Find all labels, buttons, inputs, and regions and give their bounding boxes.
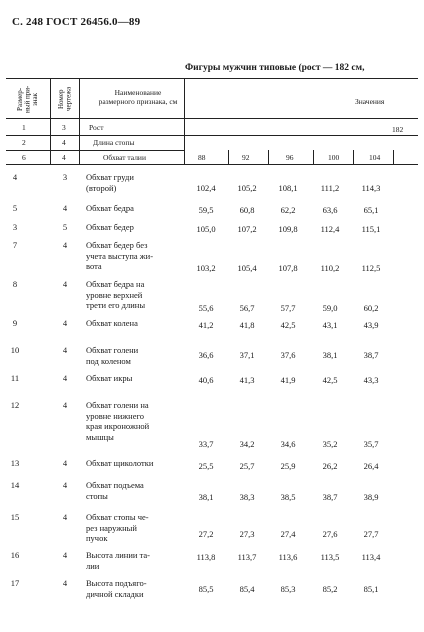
header-bottom-rule — [6, 118, 418, 119]
feature-name-line: учета выступа жи- — [86, 250, 154, 261]
value-cell: 103,2 — [196, 263, 216, 273]
value-cell: 34,6 — [280, 439, 296, 449]
value-cell: 114,3 — [361, 183, 381, 193]
value-cell: 38,3 — [239, 492, 255, 502]
value-cell: 63,6 — [322, 205, 338, 215]
feature-name — [86, 203, 182, 214]
feature-number: 13 — [10, 458, 20, 468]
feature-number: 15 — [10, 512, 20, 522]
feature-number: 17 — [10, 578, 20, 588]
value-cell: 112,5 — [361, 263, 381, 273]
value-cell: 57,7 — [280, 303, 296, 313]
value-cell: 108,1 — [278, 183, 298, 193]
value-cell: 107,2 — [237, 224, 257, 234]
feature-name-line: края икроножной — [86, 421, 150, 431]
value-cell: 109,8 — [278, 224, 298, 234]
value-cell: 115,1 — [361, 224, 381, 234]
feature-name-line: вота — [86, 261, 102, 271]
value-cell: 43,9 — [363, 320, 379, 330]
value-cell: 26,2 — [322, 461, 338, 471]
value-cell: 36,6 — [198, 350, 214, 360]
value-cell: 107,8 — [278, 263, 298, 273]
feature-number: 9 — [12, 318, 18, 328]
feature-name — [86, 400, 182, 442]
feature-number: 4 — [12, 172, 18, 182]
value-cell: 33,7 — [198, 439, 214, 449]
figure-number: 4 — [62, 373, 68, 383]
feature-name-line: Высота подъяго- — [86, 578, 147, 588]
value-cell: 113,4 — [361, 552, 381, 562]
value-cell: 113,5 — [320, 552, 340, 562]
value-cell: 105,0 — [196, 224, 216, 234]
value-cell: 40,6 — [198, 375, 214, 385]
row-rule-2 — [6, 150, 184, 151]
figure-number: 4 — [62, 400, 68, 410]
value-cell: 55,6 — [198, 303, 214, 313]
header-feature: Размер-ный при-знак — [16, 85, 39, 113]
feature-name — [86, 373, 182, 384]
value-cell: 27,2 — [198, 529, 214, 539]
figure-number: 5 — [62, 222, 68, 232]
value-cell: 110,2 — [320, 263, 340, 273]
value-cell: 111,2 — [320, 183, 340, 193]
value-cell: 41,2 — [198, 320, 214, 330]
value-cell: 85,5 — [198, 584, 214, 594]
value-cell: 37,1 — [239, 350, 255, 360]
value-cell: 56,7 — [239, 303, 255, 313]
value-cell: 25,5 — [198, 461, 214, 471]
value-cell: 27,6 — [322, 529, 338, 539]
feature-name-line: стопы — [86, 490, 108, 501]
figure-number: 4 — [62, 279, 68, 289]
value-cell: 25,9 — [280, 461, 296, 471]
col-divider-1 — [50, 78, 51, 164]
value-cell: 34,2 — [239, 439, 255, 449]
table-top-rule — [6, 78, 418, 79]
value-cell: 42,5 — [280, 320, 296, 330]
col-divider-3 — [184, 78, 185, 164]
value-cell: 112,4 — [320, 224, 340, 234]
value-cell: 62,2 — [280, 205, 296, 215]
value-cell: 38,5 — [280, 492, 296, 502]
value-cell: 27,4 — [280, 529, 296, 539]
feature-number: 14 — [10, 480, 20, 490]
feature-number: 10 — [10, 345, 20, 355]
feature-name — [86, 458, 182, 469]
feature-name-line: рез наружный — [86, 522, 137, 533]
feature-name-line: (второй) — [86, 182, 117, 193]
figure-number: 4 — [62, 578, 68, 588]
value-cell: 113,6 — [278, 552, 298, 562]
value-cell: 65,1 — [363, 205, 379, 215]
value-cell: 26,4 — [363, 461, 379, 471]
value-cell: 35,7 — [363, 439, 379, 449]
col-divider-2 — [79, 78, 80, 164]
value-cell: 43,1 — [322, 320, 338, 330]
feature-name — [86, 222, 182, 233]
feature-name-line: Обхват бедер — [86, 222, 134, 232]
feature-name — [86, 279, 182, 311]
feature-name-line: пучок — [86, 533, 108, 543]
feature-name-line: Обхват бедер без — [86, 240, 148, 250]
feature-number: 7 — [12, 240, 18, 250]
figure-number: 4 — [62, 480, 68, 490]
feature-name-line: Обхват бедра — [86, 203, 134, 213]
feature-name — [86, 172, 182, 193]
feature-number: 5 — [12, 203, 18, 213]
value-cell: 38,9 — [363, 492, 379, 502]
figure-number: 4 — [62, 550, 68, 560]
feature-name — [86, 550, 182, 571]
figure-number: 4 — [62, 345, 68, 355]
value-cell: 38,1 — [322, 350, 338, 360]
feature-number: 12 — [10, 400, 20, 410]
header-values: Значения — [355, 97, 385, 106]
feature-number: 3 — [12, 222, 18, 232]
feature-name-line: Обхват груди — [86, 172, 134, 182]
feature-number: 8 — [12, 279, 18, 289]
value-cell: 27,7 — [363, 529, 379, 539]
value-cell: 38,7 — [363, 350, 379, 360]
value-divider-5 — [393, 150, 394, 164]
value-cell: 59,5 — [198, 205, 214, 215]
value-cell: 37,6 — [280, 350, 296, 360]
feature-name — [86, 345, 182, 366]
feature-name-line: Обхват щиколотки — [86, 458, 154, 468]
header-name: Наименование размерного признака, см — [98, 88, 178, 106]
feature-name-line: под коленом — [86, 355, 131, 366]
value-cell: 59,0 — [322, 303, 338, 313]
figure-number: 4 — [62, 240, 68, 250]
feature-name-line: Обхват бедра на — [86, 279, 145, 289]
figure-number: 3 — [62, 172, 68, 182]
value-cell: 113,8 — [196, 552, 216, 562]
value-cell: 27,3 — [239, 529, 255, 539]
value-cell: 85,1 — [363, 584, 379, 594]
feature-name — [86, 480, 182, 501]
value-divider-1 — [228, 150, 229, 164]
feature-name-line: Обхват голени — [86, 345, 139, 355]
feature-name-line: уровне нижнего — [86, 410, 145, 421]
feature-name — [86, 578, 182, 599]
row-rule-1 — [6, 135, 418, 136]
header-figure-number: Номер чертежа — [57, 86, 73, 112]
value-cell: 113,7 — [237, 552, 257, 562]
feature-name-line: мышцы — [86, 431, 114, 442]
value-cell: 105,4 — [237, 263, 257, 273]
value-cell: 25,7 — [239, 461, 255, 471]
value-cell: 60,2 — [363, 303, 379, 313]
value-cell: 38,1 — [198, 492, 214, 502]
feature-name-line: лии — [86, 560, 100, 571]
feature-name-line: Обхват голени на — [86, 400, 149, 410]
value-cell: 102,4 — [196, 183, 216, 193]
value-cell: 35,2 — [322, 439, 338, 449]
feature-name-line: уровне верхней — [86, 289, 143, 300]
value-divider-4 — [353, 150, 354, 164]
feature-name-line: Обхват колена — [86, 318, 138, 328]
value-cell: 41,3 — [239, 375, 255, 385]
value-cell: 105,2 — [237, 183, 257, 193]
feature-name — [86, 512, 182, 544]
row-rule-3 — [6, 164, 418, 165]
value-cell: 41,9 — [280, 375, 296, 385]
feature-number: 16 — [10, 550, 20, 560]
value-cell: 85,2 — [322, 584, 338, 594]
value-cell: 85,4 — [239, 584, 255, 594]
value-cell: 38,7 — [322, 492, 338, 502]
value-cell: 42,5 — [322, 375, 338, 385]
table-caption: Фигуры мужчин типовые (рост — 182 см, — [185, 63, 365, 73]
feature-name — [86, 240, 182, 272]
value-divider-2 — [268, 150, 269, 164]
feature-name-line: Обхват икры — [86, 373, 133, 383]
feature-name-line: трети его длины — [86, 300, 146, 310]
feature-number: 11 — [10, 373, 20, 383]
figure-number: 4 — [62, 458, 68, 468]
page-header: С. 248 ГОСТ 26456.0—89 — [12, 16, 141, 28]
feature-name-line: Обхват подъема — [86, 480, 144, 490]
value-cell: 43,3 — [363, 375, 379, 385]
figure-number: 4 — [62, 203, 68, 213]
figure-number: 4 — [62, 512, 68, 522]
figure-number: 4 — [62, 318, 68, 328]
feature-name-line: дичной складки — [86, 588, 144, 599]
value-cell: 60,8 — [239, 205, 255, 215]
value-cell: 85,3 — [280, 584, 296, 594]
feature-name-line: Обхват стопы че- — [86, 512, 149, 522]
feature-name — [86, 318, 182, 329]
feature-name-line: Высота линии та- — [86, 550, 150, 560]
value-cell: 41,8 — [239, 320, 255, 330]
value-divider-3 — [313, 150, 314, 164]
